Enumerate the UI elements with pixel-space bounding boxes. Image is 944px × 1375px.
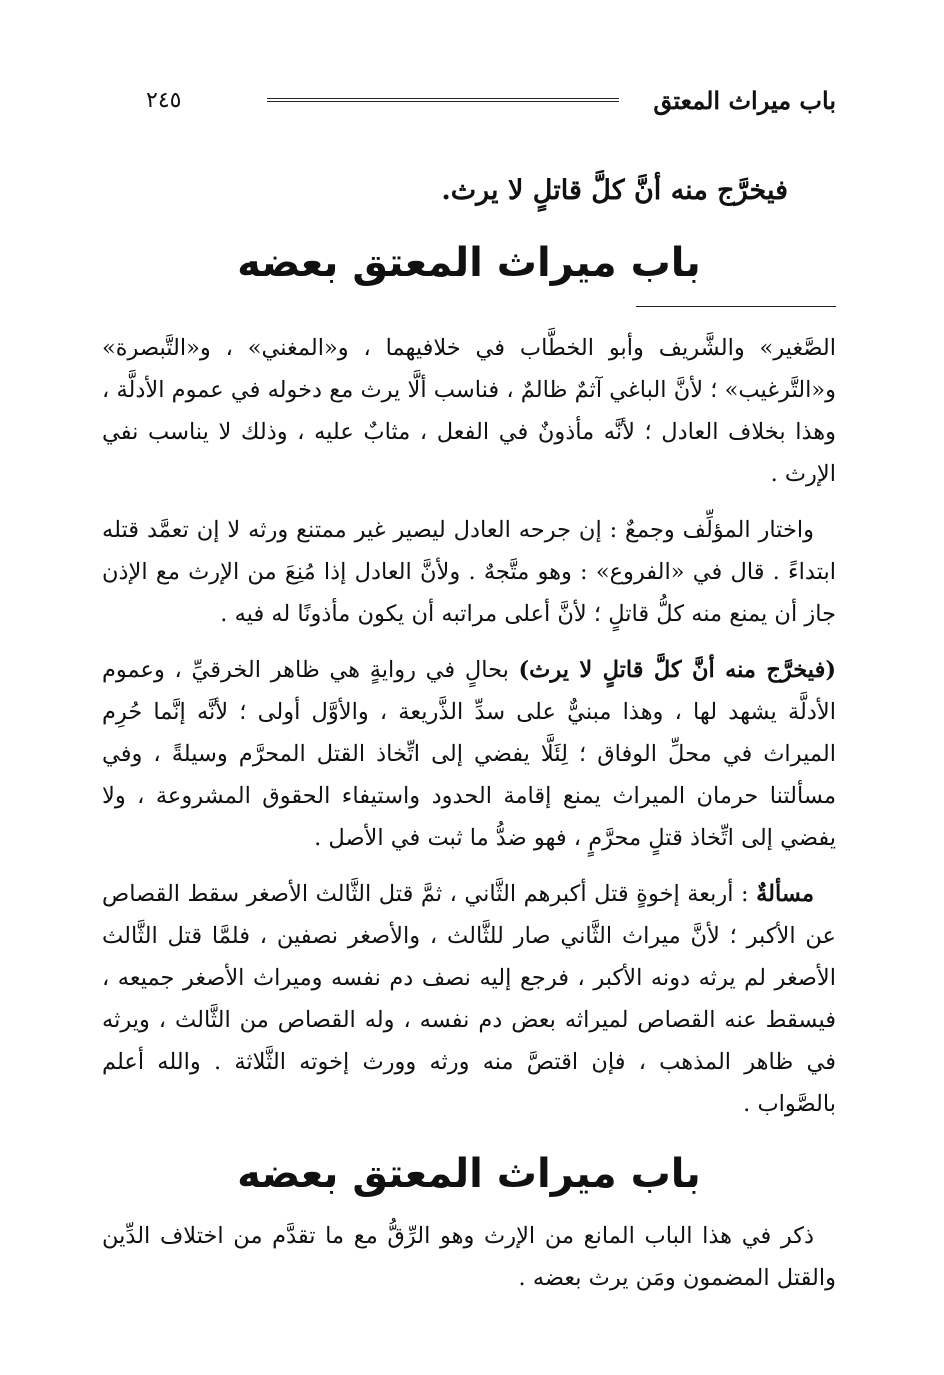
chapter-title-2: باب ميراث المعتق بعضه [237, 1151, 701, 1197]
running-header [146, 80, 836, 120]
matn-quote: (فيخرَّج منه أنَّ كلَّ قاتلٍ لا يرث) [518, 657, 836, 683]
commentary-paragraph-2: واختار المؤلِّف وجمعٌ : إن جرحه العادل ليصير غير ممتنع ورثه لا إن تعمَّد قتله ابتداءً . قال في «الفروع» : وهو متَّجهٌ . ولأنَّ العادل إذا مُنِعَ من الإرث مع الإذن جاز أن يمنع منه كلُّ قاتلٍ ؛ لأنَّ أعلى مراتبه أن يكون مأذونًا له فيه . [102, 517, 836, 627]
page-content [102, 166, 836, 1313]
chapter-title: باب ميراث المعتق بعضه [237, 240, 701, 286]
paragraph-3-text: بحالٍ في روايةٍ هي ظاهر الخرقيِّ ، وعموم الأدلَّة يشهد لها ، وهذا مبنيٌّ على سدِّ الذَّريعة ، والأوَّل أولى ؛ لأنَّه إنَّما حُرِم الميراث في محلِّ الوفاق ؛ لِئَلَّا يفضي إلى اتِّخاذ القتل المحرَّم وسيلةً ، وفي مسألتنا حرمان الميراث يمنع إقامة الحدود واستيفاء الحقوق المشروعة ، ولا يفضي إلى اتِّخاذ قتلٍ محرَّمٍ ، فهو ضدُّ ما ثبت في الأصل . [102, 657, 836, 851]
masala-label: مسألةٌ [756, 881, 814, 907]
commentary-separator [636, 306, 836, 307]
header-rule [267, 98, 619, 102]
commentary-paragraph-3 [102, 649, 836, 859]
masala-text: : أربعة إخوةٍ قتل أكبرهم الثَّاني ، ثمَّ قتل الثَّالث الأصغر سقط القصاص عن الأكبر ؛ لأنَّ ميراث الثَّاني صار للثَّالث ، والأصغر نصفين ، فلمَّا قتل الثَّالث الأصغر لم يرثه دونه الأكبر ، فرجع إليه نصف دم نفسه وميراث الأصغر جميعه ، فيسقط عنه القصاص لميراثه بعض دم نفسه ، وله القصاص من الثَّالث ، ويرثه في ظاهر المذهب ، فإن اقتصَّ منه ورثه وورث إخوته الثَّلاثة . والله أعلم بالصَّواب . [102, 881, 836, 1117]
lead-line: فيخرَّج منه أنَّ كلَّ قاتلٍ لا يرث. [441, 175, 788, 206]
running-header-title: باب ميراث المعتق [653, 85, 836, 115]
masala-paragraph [102, 873, 836, 1125]
page-number: ٢٤٥ [146, 87, 182, 113]
commentary-paragraph-1: الصَّغير» والشَّريف وأبو الخطَّاب في خلافيهما ، و«المغني» ، و«التَّبصرة» و«التَّرغيب» ؛ لأنَّ الباغي آثمٌ ظالمٌ ، فناسب ألَّا يرث مع دخوله في عموم الأدلَّة ، وهذا بخلاف العادل ؛ لأنَّه مأذونٌ في الفعل ، مثابٌ عليه ، وذلك لا يناسب نفي الإرث . [102, 335, 836, 487]
closing-paragraph: ذكر في هذا الباب المانع من الإرث وهو الرِّقُّ مع ما تقدَّم من اختلاف الدِّين والقتل المضمون ومَن يرث بعضه . [102, 1223, 836, 1291]
